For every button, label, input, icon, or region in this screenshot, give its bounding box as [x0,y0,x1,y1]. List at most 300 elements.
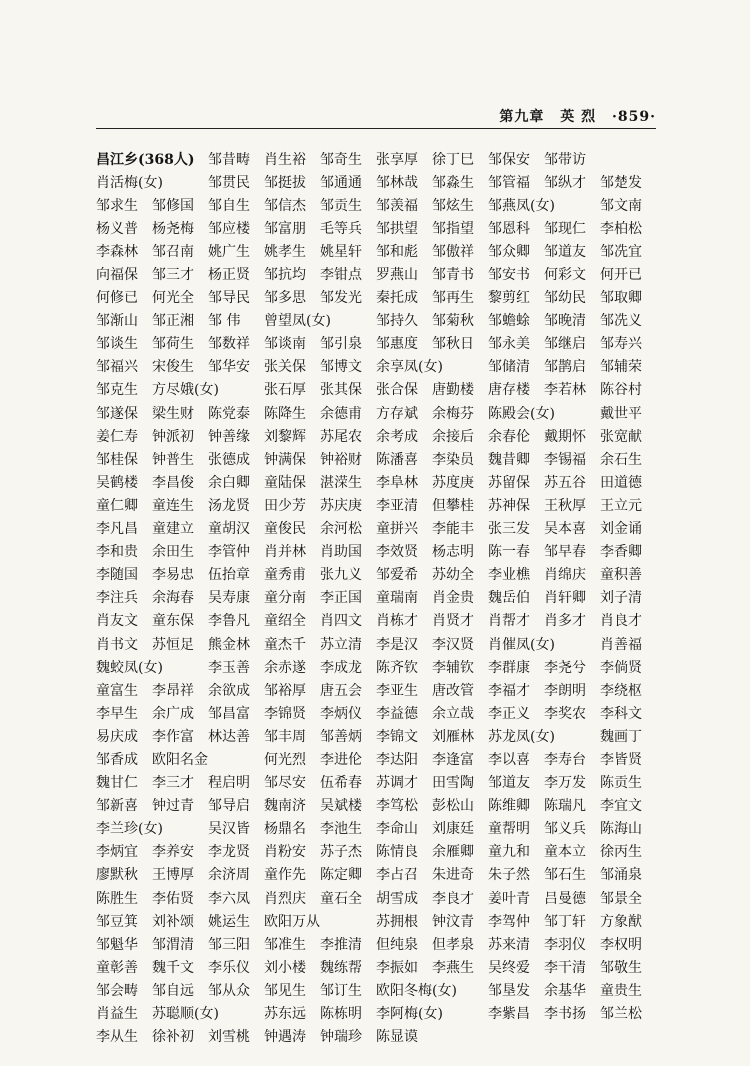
name-entry: 邹克生 [96,382,138,399]
name-row [96,541,656,564]
name-entry: 唐存楼 [488,382,530,399]
name-entry: 肖友文 [96,613,138,630]
name-entry: 邹和彪 [376,243,418,260]
name-entry: 钟过青 [152,798,194,815]
name-entry: 但攀桂 [432,497,474,514]
name-entry: 李正国 [320,590,362,607]
name-entry: 钟派初 [152,428,194,445]
name-entry: 邹晚清 [544,313,586,330]
name-entry: 何光烈 [264,751,306,768]
name-entry: 邹自远 [152,982,194,999]
name-entry: 程启明 [208,775,250,792]
name-entry: 胡雪成 [376,890,418,907]
name-entry: 邹从众 [208,982,250,999]
name-entry: 邹三阳 [208,936,250,953]
name-entry: 邹发光 [320,290,362,307]
name-entry: 邹众卿 [488,243,530,260]
name-entry: 邹垦发 [488,982,530,999]
name-entry: 邹尽安 [264,775,306,792]
name-entry: 童陆保 [264,474,306,491]
name-entry: 李森林 [96,243,138,260]
name-entry: 吴终爱 [488,959,530,976]
name-entry: 汤龙贤 [208,497,250,514]
name-entry: 李注兵 [96,590,138,607]
name-entry: 徐补初 [152,1029,194,1046]
name-entry: 余欲成 [208,682,250,699]
name-row [96,448,656,471]
name-entry: 欧阳万从 [264,913,320,930]
name-entry: 苏龙凤(女) [488,728,555,745]
name-entry: 李养安 [152,844,194,861]
name-entry: 邹会畴 [96,982,138,999]
name-entry: 方尽娥(女) [152,382,219,399]
name-row [96,633,656,656]
name-entry: 邹抗均 [264,267,306,284]
name-entry: 余立哉 [432,705,474,722]
name-entry: 邹挺拔 [264,174,306,191]
name-entry: 苏五谷 [544,474,586,491]
name-entry: 李占召 [376,867,418,884]
name-entry: 陈海山 [600,821,642,838]
name-entry: 钟普生 [152,451,194,468]
name-entry: 钟遇涛 [264,1029,306,1046]
name-entry: 邹遂保 [96,405,138,422]
name-entry: 何修已 [96,290,138,307]
name-entry: 李紫昌 [488,1006,530,1023]
name-entry: 陈显谟 [376,1029,418,1046]
name-entry: 苏幼全 [432,567,474,584]
name-entry: 童分南 [264,590,306,607]
name-entry: 李管仲 [208,544,250,561]
name-entry: 田雪陶 [432,775,474,792]
name-entry: 李尧兮 [544,659,586,676]
name-entry: 李羽仪 [544,936,586,953]
name-entry: 余广成 [152,705,194,722]
name-entry: 钟满保 [264,451,306,468]
name-entry: 张三发 [488,521,530,538]
name-entry: 肖粉安 [264,844,306,861]
name-entry: 邹召南 [152,243,194,260]
name-entry: 邹淼生 [432,174,474,191]
name-entry: 刘雁林 [432,728,474,745]
name-row [96,263,656,286]
name-entry: 方象猷 [600,913,642,930]
name-entry: 邹指望 [432,220,474,237]
name-entry: 余海春 [152,590,194,607]
name-entry: 邹裕厚 [264,682,306,699]
name-entry: 李科文 [600,705,642,722]
name-entry: 陈一春 [488,544,530,561]
name-entry: 李昂祥 [152,682,194,699]
name-entry: 李鲁凡 [208,613,250,630]
name-entry: 戴世平 [600,405,642,422]
name-entry: 陈殿会(女) [488,405,555,422]
name-entry: 李早生 [96,705,138,722]
name-entry: 向福保 [96,267,138,284]
name-entry: 邹贯民 [208,174,250,191]
name-entry: 邹石生 [544,867,586,884]
name-entry: 余接后 [432,428,474,445]
name-entry: 魏南济 [264,798,306,815]
name-row [96,679,656,702]
name-entry: 邹兰松 [600,1006,642,1023]
name-entry: 李命山 [376,821,418,838]
name-row [96,333,656,356]
name-entry: 李和贵 [96,544,138,561]
name-entry: 李推清 [320,936,362,953]
name-row [96,772,656,795]
name-entry: 邹景全 [600,890,642,907]
name-entry: 湛溁生 [320,474,362,491]
name-entry: 林达善 [208,728,250,745]
name-entry: 童俊民 [264,521,306,538]
name-entry: 吕曼德 [544,890,586,907]
name-entry: 邹昔畴 [208,151,250,168]
name-entry: 邹带访 [544,151,586,168]
name-entry: 刘康廷 [432,821,474,838]
name-entry: 李亚清 [376,497,418,514]
name-row [96,725,656,748]
name-entry: 方存斌 [376,405,418,422]
name-entry: 邹 伟 [208,313,241,330]
name-entry: 邹订生 [320,982,362,999]
name-entry: 李阿梅(女) [376,1006,443,1023]
name-entry: 李是汉 [376,636,418,653]
name-entry: 李倘贤 [600,659,642,676]
name-entry: 张关保 [264,359,306,376]
name-entry: 李柏松 [600,220,642,237]
name-entry: 欧阳冬梅(女) [376,982,457,999]
name-row [96,587,656,610]
name-entry: 陈栋明 [320,1006,362,1023]
name-entry: 陈瑞凡 [544,798,586,815]
name-entry: 邹香成 [96,751,138,768]
name-entry: 欧阳名金 [152,751,208,768]
name-entry: 吴汉皆 [208,821,250,838]
name-entry: 邹青书 [432,267,474,284]
name-entry: 邹昌富 [208,705,250,722]
name-entry: 肖栋才 [376,613,418,630]
name-entry: 廖默秋 [96,867,138,884]
name-entry: 肖贤才 [432,613,474,630]
name-entry: 陈降生 [264,405,306,422]
name-entry: 伍抬章 [208,567,250,584]
name-entry: 邹管福 [488,174,530,191]
name-entry: 余梅芬 [432,405,474,422]
name-entry: 唐改管 [432,682,474,699]
name-entry: 宋俊生 [152,359,194,376]
name-entry: 李进伦 [320,751,362,768]
name-entry: 刘小楼 [264,959,306,976]
name-entry: 魏甘仁 [96,775,138,792]
name-row [96,217,656,240]
name-entry: 李正义 [488,705,530,722]
name-entry: 肖良才 [600,613,642,630]
name-entry: 童九和 [488,844,530,861]
name-entry: 邹准生 [264,936,306,953]
name-entry: 余济周 [208,867,250,884]
name-entry: 邹新喜 [96,798,138,815]
name-entry: 唐勤楼 [432,382,474,399]
name-entry: 邹敬生 [600,959,642,976]
name-entry: 童富生 [96,682,138,699]
name-entry: 余石生 [600,451,642,468]
name-row [96,1026,656,1049]
name-entry: 童连生 [152,497,194,514]
name-entry: 童胡汉 [208,521,250,538]
name-entry: 李六凤 [208,890,250,907]
name-entry: 邹冼义 [600,313,642,330]
name-entry: 魏画丁 [600,728,642,745]
name-entry: 邹恩科 [488,220,530,237]
name-entry: 吴鹤楼 [96,474,138,491]
name-row [96,194,656,217]
name-entry: 童积善 [600,567,642,584]
section-label: 英 烈 [560,109,597,125]
name-entry: 陈潘喜 [376,451,418,468]
name-entry: 苏子杰 [320,844,362,861]
name-entry: 陈谷村 [600,382,642,399]
name-entry: 童东保 [152,613,194,630]
name-entry: 童贵生 [600,982,642,999]
name-row [96,379,656,402]
name-entry: 刘黎辉 [264,428,306,445]
name-entry: 肖益生 [96,1006,138,1023]
name-entry: 童杰千 [264,636,306,653]
name-entry: 张九义 [320,567,362,584]
name-entry: 邹信杰 [264,197,306,214]
name-entry: 邹导民 [208,290,250,307]
name-entry: 邹谈南 [264,336,306,353]
header-rule [96,128,656,129]
name-entry: 朱子然 [488,867,530,884]
name-entry: 刘子清 [600,590,642,607]
name-entry: 徐丁巳 [432,151,474,168]
name-entry: 秦托成 [376,290,418,307]
name-entry: 邹爱希 [376,567,418,584]
name-entry: 田少芳 [264,497,306,514]
name-entry: 邹福兴 [96,359,138,376]
name-entry: 魏岳伯 [488,590,530,607]
name-entry: 肖活梅(女) [96,174,163,191]
name-entry: 苏留保 [488,474,530,491]
name-entry: 肖助国 [320,544,362,561]
name-entry: 邹秋日 [432,336,474,353]
name-row [96,425,656,448]
name-entry: 余享凤(女) [376,359,443,376]
name-entry: 童石全 [320,890,362,907]
name-entry: 罗燕山 [376,267,418,284]
name-entry: 李香卿 [600,544,642,561]
name-entry: 邹保安 [488,151,530,168]
name-entry: 姚广生 [208,243,250,260]
name-row [96,748,656,771]
name-entry: 李万发 [544,775,586,792]
name-entry: 邹豆箕 [96,913,138,930]
name-entry: 邹引泉 [320,336,362,353]
name-entry: 邹自生 [208,197,250,214]
name-entry: 刘雪桃 [208,1029,250,1046]
name-entry: 李凡昌 [96,521,138,538]
name-row [96,518,656,541]
name-entry: 李若林 [544,382,586,399]
name-entry: 吴斌楼 [320,798,362,815]
name-entry: 邹奇生 [320,151,362,168]
name-entry: 苏调才 [376,775,418,792]
name-entry: 邹见生 [264,982,306,999]
name-entry: 曾望凤(女) [264,313,331,330]
name-row [96,287,656,310]
name-entry: 李良才 [432,890,474,907]
name-entry: 邹正湘 [152,313,194,330]
name-entry: 刘金诵 [600,521,642,538]
name-entry: 王博厚 [152,867,194,884]
name-entry: 肖四文 [320,613,362,630]
name-row [96,494,656,517]
name-entry: 魏昔卿 [488,451,530,468]
name-entry: 苏拥根 [376,913,418,930]
name-entry: 童建立 [152,521,194,538]
name-entry: 李燕生 [432,959,474,976]
name-row [96,240,656,263]
name-entry: 肖金贵 [432,590,474,607]
name-entry: 杨志明 [432,544,474,561]
name-entry: 李汉贤 [432,636,474,653]
name-entry: 邹辅荣 [600,359,642,376]
name-entry: 李玉善 [208,659,250,676]
name-entry: 杨正贤 [208,267,250,284]
name-entry: 陈胜生 [96,890,138,907]
name-entry: 何彩文 [544,267,586,284]
name-entry: 钟善缘 [208,428,250,445]
name-entry: 童作先 [264,867,306,884]
name-entry: 邹道友 [544,243,586,260]
name-entry: 邹纵才 [544,174,586,191]
name-entry: 童彰善 [96,959,138,976]
name-entry: 邹安书 [488,267,530,284]
name-entry: 邹羡福 [376,197,418,214]
name-entry: 邹魁华 [96,936,138,953]
name-entry: 邹导启 [208,798,250,815]
name-entry: 陈贡生 [600,775,642,792]
name-entry: 邹储清 [488,359,530,376]
name-entry: 吴本喜 [544,521,586,538]
name-entry: 李三才 [152,775,194,792]
name-entry: 童帮明 [488,821,530,838]
name-entry: 熊金林 [208,636,250,653]
name-row [96,979,656,1002]
name-entry: 张德成 [208,451,250,468]
name-entry: 童仁卿 [96,497,138,514]
name-entry: 邹应楼 [208,220,250,237]
name-entry: 魏蛟凤(女) [96,659,163,676]
name-entry: 徐丙生 [600,844,642,861]
name-entry: 苏恒足 [152,636,194,653]
name-entry: 肖帮才 [488,613,530,630]
name-entry: 苏度庚 [432,474,474,491]
name-entry: 邹三才 [152,267,194,284]
name-entry: 苏来清 [488,936,530,953]
name-entry: 邹善炳 [320,728,362,745]
name-entry: 肖绵庆 [544,567,586,584]
name-entry: 张石厚 [264,382,306,399]
name-entry: 李染员 [432,451,474,468]
name-entry: 王秋厚 [544,497,586,514]
name-entry: 李朗明 [544,682,586,699]
name-entry: 邹华安 [208,359,250,376]
name-row [96,171,656,194]
name-entry: 肖书文 [96,636,138,653]
name-entry: 邹修国 [152,197,194,214]
name-entry: 姚运生 [208,913,250,930]
name-entry: 李宜文 [600,798,642,815]
name-entry: 李书扬 [544,1006,586,1023]
name-entry: 肖轩卿 [544,590,586,607]
name-entry: 李笃松 [376,798,418,815]
name-entry: 余雁卿 [432,844,474,861]
name-entry: 唐五会 [320,682,362,699]
name-entry: 邹燕凤(女) [488,197,555,214]
running-header [96,106,656,128]
name-entry: 陈定卿 [320,867,362,884]
name-entry: 余德甫 [320,405,362,422]
name-entry: 肖善福 [600,636,642,653]
name-entry: 李钳点 [320,267,362,284]
name-entry: 杨义普 [96,220,138,237]
name-entry: 邹文南 [600,197,642,214]
name-entry: 童拼兴 [376,521,418,538]
name-entry: 李辅钦 [432,659,474,676]
header-text [489,106,656,126]
name-entry: 李达阳 [376,751,418,768]
name-entry: 邹幼民 [544,290,586,307]
name-entry: 余考成 [376,428,418,445]
name-row [96,910,656,933]
name-entry: 钟裕财 [320,451,362,468]
name-entry: 童本立 [544,844,586,861]
name-entry: 邹寿兴 [600,336,642,353]
name-entry: 张其保 [320,382,362,399]
name-entry: 童瑞南 [376,590,418,607]
name-entry: 李亚生 [376,682,418,699]
name-entry: 苏尾农 [320,428,362,445]
name-entry: 但纯泉 [376,936,418,953]
name-row [96,148,656,171]
name-entry: 余基华 [544,982,586,999]
name-entry: 邹蟾蜍 [488,313,530,330]
name-row [96,933,656,956]
name-entry: 邹富朋 [264,220,306,237]
name-entry: 苏庆庚 [320,497,362,514]
name-entry: 李业樵 [488,567,530,584]
name-entry: 李阜林 [376,474,418,491]
name-entry: 陈维卿 [488,798,530,815]
name-entry: 邹炫生 [432,197,474,214]
name-entry: 李乐仪 [208,959,250,976]
name-entry: 姚孝生 [264,243,306,260]
name-row [96,656,656,679]
name-entry: 邹义兵 [544,821,586,838]
name-entry: 杨鼎名 [264,821,306,838]
name-entry: 李锦文 [376,728,418,745]
name-entry: 李能丰 [432,521,474,538]
name-entry: 邹渐山 [96,313,138,330]
name-entry: 朱进奇 [432,867,474,884]
name-entry: 余赤遂 [264,659,306,676]
name-list [96,148,656,1049]
name-entry: 肖催凤(女) [488,636,555,653]
name-entry: 杨尧梅 [152,220,194,237]
